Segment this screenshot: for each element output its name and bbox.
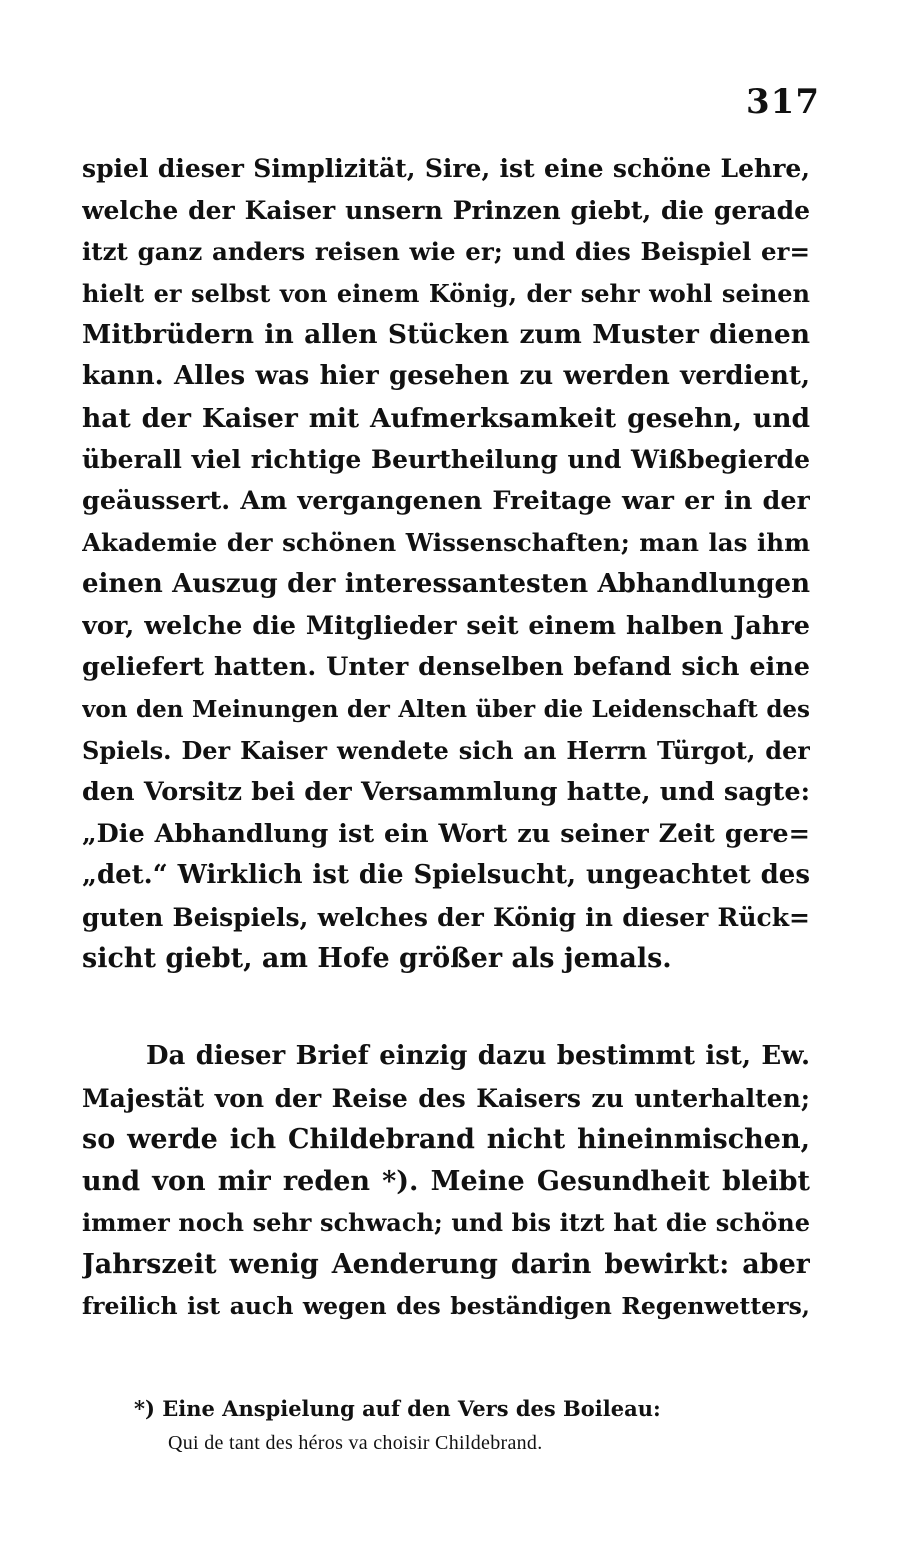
text-line: Akademie der schönen Wissenschaften; man las ihm [82,528,810,558]
text-line: Spiels. Der Kaiser wendete sich an Herrn Türgot, der [82,736,810,766]
text-line: sicht giebt, am Hofe größer als jemals. [82,943,672,975]
footnote-reference: *) Eine Anspielung auf den Vers des Boileau: [134,1396,661,1421]
text-line: itzt ganz anders reisen wie er; und dies Beispiel er= [82,237,810,267]
text-line: hat der Kaiser mit Aufmerksamkeit gesehn, und [82,402,810,434]
text-line: vor, welche die Mitglieder seit einem halben Jahre [82,610,810,641]
text-line: so werde ich Childebrand nicht hineinmischen, [82,1124,810,1156]
paragraph-1 [82,148,810,980]
text-line: guten Beispiels, welches der König in dieser Rück= [82,902,810,932]
text-line: „Die Abhandlung ist ein Wort zu seiner Zeit gere= [82,818,810,849]
footnote-quotation: Qui de tant des héros va choisir Childebrand. [168,1432,543,1454]
text-line: geäussert. Am vergangenen Freitage war er in der [82,485,810,516]
footnote [82,1392,810,1460]
text-line: und von mir reden *). Meine Gesundheit bleibt [82,1165,810,1197]
text-line: einen Auszug der interessantesten Abhandlungen [82,568,810,599]
text-line: kann. Alles was hier gesehen zu werden verdient, [82,360,810,391]
text-line: immer noch sehr schwach; und bis itzt hat die schöne [82,1208,810,1238]
text-line: Majestät von der Reise des Kaisers zu unterhalten; [82,1083,810,1113]
text-line: geliefert hatten. Unter denselben befand sich eine [82,652,810,683]
paragraph-2 [82,1036,810,1327]
text-line: welche der Kaiser unsern Prinzen giebt, die gerade [82,195,810,225]
text-line: Mitbrüdern in allen Stücken zum Muster dienen [82,319,810,351]
text-line: den Vorsitz bei der Versammlung hatte, und sagte: [82,776,810,807]
text-line: spiel dieser Simplizität, Sire, ist eine schöne Lehre, [82,154,810,183]
page-number: 317 [746,82,820,122]
text-line: überall viel richtige Beurtheilung und Wißbegierde [82,445,810,475]
text-line: Jahrszeit wenig Aenderung darin bewirkt: aber [82,1248,810,1280]
text-line: von den Meinungen der Alten über die Leidenschaft des [82,695,810,723]
text-line: „det.“ Wirklich ist die Spielsucht, ungeachtet des [82,860,810,891]
text-line: freilich ist auch wegen des beständigen Regenwetters, [82,1291,810,1320]
text-line: hielt er selbst von einem König, der sehr wohl seinen [82,278,810,308]
text-line: Da dieser Brief einzig dazu bestimmt ist, Ew. [146,1041,810,1071]
